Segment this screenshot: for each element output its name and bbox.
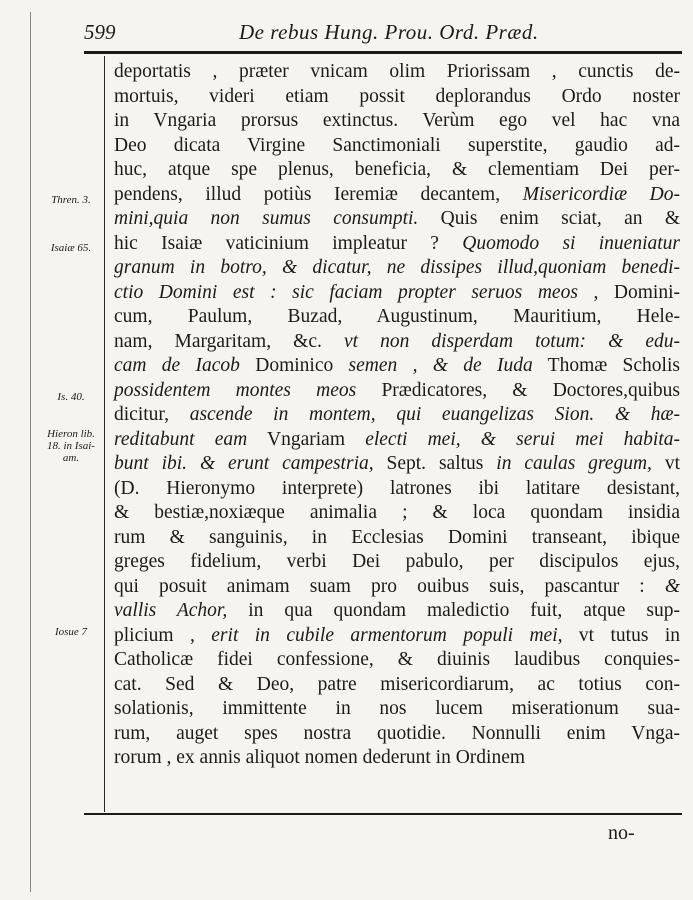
text-segment: plicium ,	[114, 624, 212, 646]
header-rule	[84, 51, 682, 54]
text-line	[114, 109, 680, 134]
text-segment: qui posuit animam suam pro ouibus suis, pascantur :	[114, 575, 665, 597]
text-line	[114, 281, 680, 306]
text-segment: solationis, immittente in nos lucem miserationum sua-	[114, 698, 680, 719]
italic-text-segment: erit in cubile armentorum populi mei	[211, 624, 558, 646]
text-segment: hic Isaiæ vaticinium impleatur ?	[114, 232, 463, 254]
text-segment: Sept. saltus	[373, 453, 497, 474]
text-segment: cum, Paulum, Buzad, Augustinum, Mauritium, Hele-	[114, 306, 680, 327]
italic-text-segment: granum in botro, & dicatur, ne dissipes illud,quoniam benedi-	[114, 257, 680, 278]
italic-text-segment: &	[664, 575, 680, 597]
text-segment: dicitur,	[114, 404, 190, 425]
text-line	[114, 85, 680, 110]
text-line	[114, 134, 680, 159]
text-line	[114, 232, 680, 257]
text-segment: cat. Sed & Deo, patre misericordiarum, ac totius con-	[114, 673, 680, 695]
text-line	[114, 403, 680, 428]
text-line	[114, 673, 680, 698]
page-header	[84, 18, 684, 48]
text-line	[114, 428, 680, 453]
text-segment: mortuis, videri etiam possit deplorandus Ordo noster	[114, 85, 680, 107]
italic-text-segment: possidentem montes meos	[114, 379, 357, 401]
body-text	[114, 60, 680, 771]
text-segment: greges fidelium, verbi Dei pabulo, per discipulos ejus,	[114, 551, 680, 572]
italic-text-segment: cam de Iacob	[114, 355, 240, 376]
italic-text-segment: vt non disperdam totum: & edu-	[343, 330, 680, 352]
italic-text-segment: bunt ibi. & erunt campestria,	[114, 453, 374, 474]
text-segment: Prædicatores, & Doctores,quibus	[356, 379, 680, 401]
text-line	[114, 354, 680, 379]
margin-note-threni: Thren. 3.	[51, 194, 91, 206]
text-line	[114, 330, 680, 355]
text-line	[114, 207, 680, 232]
text-segment: in qua quondam maledictio fuit, atque sup-	[227, 600, 680, 621]
italic-text-segment: semen , & de Iuda	[348, 355, 533, 376]
margin-note-hieron: Hieron lib. 18. in Isai- am.	[47, 428, 95, 464]
text-line	[114, 305, 680, 330]
italic-text-segment: reditabunt eam	[114, 428, 248, 450]
text-segment: in Vngaria prorsus extinctus. Verùm ego vel hac vna	[114, 110, 680, 131]
text-line	[114, 575, 680, 600]
text-segment: (D. Hieronymo interprete) latrones ibi latitare desistant,	[114, 477, 680, 499]
text-line	[114, 550, 680, 575]
text-segment: Thomæ Scholis	[532, 355, 680, 376]
margin-note-is-40: Is. 40.	[57, 391, 85, 403]
text-segment: Dominico	[239, 355, 349, 376]
text-segment: & bestiæ,noxiæque animalia ; & loca quondam insidia	[114, 502, 680, 523]
italic-text-segment: ascende in montem, qui euangelizas Sion. & hæ-	[189, 404, 680, 425]
text-segment: deportatis , præter vnicam olim Priorissam , cunctis de-	[114, 61, 680, 82]
text-line	[114, 452, 680, 477]
text-segment: , vt tutus in	[557, 624, 681, 646]
text-segment: rorum , ex annis aliquot nomen dederunt in Ordinem	[114, 747, 526, 768]
text-segment: rum, auget spes nostra quotidie. Nonnulli enim Vnga-	[114, 722, 680, 744]
text-segment: rum & sanguinis, in Ecclesias Domini transeant, ibique	[114, 526, 680, 548]
text-line	[114, 183, 680, 208]
text-line	[114, 697, 680, 722]
text-line	[114, 648, 680, 673]
text-line	[114, 722, 680, 747]
italic-text-segment: vallis Achor,	[114, 600, 228, 621]
text-line	[114, 746, 680, 771]
italic-text-segment: Misericordiæ Do-	[522, 183, 681, 205]
italic-text-segment: Quomodo si inueniatur	[462, 232, 681, 254]
text-segment: nam, Margaritam, &c.	[114, 330, 344, 352]
page-edge	[30, 12, 31, 892]
italic-text-segment: ctio Domini est : sic faciam propter seruos meos	[114, 281, 578, 303]
text-segment: , Domini-	[577, 281, 680, 303]
margin-note-iosue: Iosue 7	[54, 626, 88, 638]
text-line	[114, 501, 680, 526]
footer-rule	[84, 813, 682, 815]
text-segment: pendens, illud potiùs Ieremiæ decantem,	[114, 183, 523, 205]
italic-text-segment: mini,quia non sumus consumpti.	[114, 208, 419, 229]
text-segment: Deo dicata Virgine Sanctimoniali superstite, gaudio ad-	[114, 134, 680, 156]
text-line	[114, 477, 680, 502]
catchword: no-	[608, 822, 635, 844]
text-segment: huc, atque spe plenus, beneficia, & clementiam Dei per-	[114, 159, 680, 180]
text-line	[114, 379, 680, 404]
text-segment: Quis enim sciat, an &	[418, 208, 680, 229]
text-line	[114, 158, 680, 183]
text-line	[114, 60, 680, 85]
page-number: 599	[84, 20, 116, 44]
text-segment: Catholicæ fidei confessione, & diuinis laudibus conquies-	[114, 649, 680, 670]
running-title: De rebus Hung. Prou. Ord. Præd.	[239, 20, 539, 44]
text-line	[114, 256, 680, 281]
margin-note-isaiae: Isaiæ 65.	[50, 242, 92, 254]
italic-text-segment: electi mei, & serui mei habita-	[365, 428, 680, 450]
text-segment: Vngariam	[247, 428, 366, 450]
text-line	[114, 624, 680, 649]
text-line	[114, 526, 680, 551]
italic-text-segment: in caulas gregum,	[496, 453, 652, 474]
text-line	[114, 599, 680, 624]
text-segment: vt	[651, 453, 680, 474]
column-rule	[104, 56, 105, 812]
